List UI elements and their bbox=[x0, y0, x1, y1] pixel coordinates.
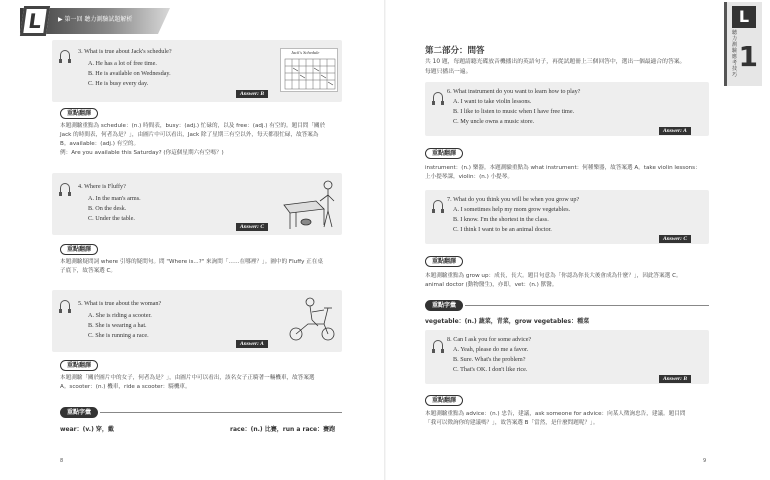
q8-explanation-line-1: 本題測驗重點為 advice：(n.) 忠告，建議，ask someone for advice：向某人徵詢忠告，建議。題目問 bbox=[425, 411, 686, 417]
q4-explanation-badge: 重點翻譯 bbox=[60, 244, 98, 255]
headphone-icon bbox=[433, 92, 443, 102]
q7-stem: 7. What do you think you will be when you grow up? bbox=[447, 196, 580, 203]
vocab-badge-right: 重點字彙 bbox=[425, 300, 463, 311]
scooter-illustration bbox=[284, 294, 340, 344]
q8-stem: 8. Can I ask you for some advice? bbox=[447, 336, 532, 343]
headphone-icon bbox=[433, 200, 443, 210]
headphone-icon bbox=[433, 340, 443, 350]
q5-option-a: A. She is riding a scooter. bbox=[88, 312, 152, 319]
q8-option-c: C. That's OK. I don't like rice. bbox=[453, 366, 528, 373]
q6-option-a: A. I want to take violin lessons. bbox=[453, 98, 532, 105]
question-7-box bbox=[425, 190, 709, 244]
question-3-box bbox=[52, 40, 342, 102]
q4-explanation-line-2: 子底下，故答案選 C。 bbox=[60, 268, 117, 274]
vocab-wear: wear：(v.) 穿，戴 bbox=[60, 426, 114, 433]
q6-answer: Answer: A bbox=[659, 127, 691, 135]
header-label: ▶ 第一回 聽力測驗試題解析 bbox=[58, 16, 133, 23]
schedule-title: Jack's Schedule bbox=[291, 50, 320, 55]
q8-explanation-badge: 重點翻譯 bbox=[425, 395, 463, 406]
q4-option-c: C. Under the table. bbox=[88, 215, 135, 222]
q3-option-b: B. He is available on Wednesday. bbox=[88, 70, 171, 77]
q3-option-a: A. He has a lot of free time. bbox=[88, 60, 157, 67]
q7-explanation-badge: 重點翻譯 bbox=[425, 256, 463, 267]
q5-option-b: B. She is wearing a hat. bbox=[88, 322, 147, 329]
q6-option-c: C. My uncle owns a music store. bbox=[453, 118, 535, 125]
page-number-left: 8 bbox=[60, 458, 64, 464]
q6-explanation-line-2: 上小提琴課，violin：(n.) 小提琴。 bbox=[425, 174, 513, 180]
q6-explanation-line-1: instrument：(n.) 樂器。本題測驗重點為 what instrument：何種樂器，故答案選 A。take violin lessons： bbox=[425, 165, 701, 171]
q4-option-b: B. On the desk. bbox=[88, 205, 127, 212]
q5-explanation-line-2: A。scooter：(n.) 機車，ride a scooter：騎機車。 bbox=[60, 384, 191, 390]
q8-explanation-line-2: 「我可以徵詢你的建議嗎？」，故答案選 B「當然，是什麼問題呢？」。 bbox=[425, 420, 599, 426]
q3-explanation-line-2: Jack 的時間表，何者為是？」，由圖片中可以看出，Jack 除了星期三有空以外，每天都很忙碌，故答案為 bbox=[60, 132, 319, 138]
q7-answer: Answer: C bbox=[659, 235, 691, 243]
chapter-tab-text: 聽力測驗應考技巧 bbox=[732, 30, 738, 78]
q5-explanation-badge: 重點翻譯 bbox=[60, 360, 98, 371]
q7-option-a: A. I sometimes help my mom grow vegetables. bbox=[453, 206, 571, 213]
q3-explanation-line-1: 本題測驗重點為 schedule：(n.) 時間表，busy：(adj.) 忙碌的，以及 free：(adj.) 有空的。題目問「關於 bbox=[60, 123, 326, 129]
q4-stem: 4. Where is Fluffy? bbox=[78, 183, 126, 190]
q5-stem: 5. What is true about the woman? bbox=[78, 300, 162, 307]
q3-explanation-badge: 重點翻譯 bbox=[60, 108, 98, 119]
schedule-illustration bbox=[280, 48, 338, 92]
q8-answer: Answer: B bbox=[659, 375, 691, 383]
q6-option-b: B. I like to listen to music when I have free time. bbox=[453, 108, 575, 115]
page-number-right: 9 bbox=[703, 458, 707, 464]
q8-option-b: B. Sure. What's the problem? bbox=[453, 356, 526, 363]
headphone-icon bbox=[60, 183, 70, 193]
section-intro-line-2: 每題只播出一遍。 bbox=[425, 69, 472, 75]
q5-answer: Answer: A bbox=[236, 340, 268, 348]
divider bbox=[465, 305, 709, 306]
q3-stem: 3. What is true about Jack's schedule? bbox=[78, 48, 172, 55]
question-6-box bbox=[425, 82, 709, 136]
q4-explanation-line-1: 本題測驗疑問詞 where 引導的疑問句。問 "Where is...?" 來詢問「……在哪裡？」。圖中的 Fluffy 正在桌 bbox=[60, 259, 323, 265]
q3-option-c: C. He is busy every day. bbox=[88, 80, 149, 87]
q6-stem: 6. What instrument do you want to learn how to play? bbox=[447, 88, 581, 95]
headphone-icon bbox=[60, 50, 70, 60]
vocab-badge: 重點字彙 bbox=[60, 407, 98, 418]
q5-option-c: C. She is running a race. bbox=[88, 332, 149, 339]
man-and-table-illustration bbox=[280, 177, 340, 233]
q7-explanation-line-1: 本題測驗重點為 grow up：成長，長大。題目句意為「你認為你長大後會成為什麼？」，因此答案選 C。 bbox=[425, 273, 682, 279]
q6-explanation-badge: 重點翻譯 bbox=[425, 148, 463, 159]
chapter-tab-number: 1 bbox=[738, 40, 758, 73]
q4-answer: Answer: C bbox=[236, 223, 268, 231]
q8-option-a: A. Yeah, please do me a favor. bbox=[453, 346, 529, 353]
q3-explanation-line-3: B。available：(adj.) 有空的。 bbox=[60, 141, 140, 147]
header-badge: L bbox=[20, 6, 50, 36]
vocab-race: race：(n.) 比賽，run a race：賽跑 bbox=[230, 426, 336, 433]
section-title: 第二部分：問答 bbox=[425, 46, 485, 56]
vocab-vegetable: vegetable：(n.) 蔬菜，青菜，grow vegetables：種菜 bbox=[425, 318, 590, 325]
q3-explanation-line-4: 例：Are you available this Saturday? (你這個星期六有空嗎？) bbox=[60, 150, 224, 156]
section-intro-line-1: 共 10 題，每題請聽光碟放音機播出的英語句子，再從試題冊上三個回答中，選出一個最適合的答案。 bbox=[425, 59, 686, 65]
q4-option-a: A. In the man's arms. bbox=[88, 195, 141, 202]
question-4-box bbox=[52, 173, 342, 235]
schedule-grid-icon bbox=[281, 49, 339, 93]
q7-option-b: B. I know. I'm the shortest in the class. bbox=[453, 216, 549, 223]
question-5-box bbox=[52, 290, 342, 352]
question-8-box bbox=[425, 330, 709, 384]
q5-explanation-line-1: 本題測驗「關於圖片中的女子，何者為是？」，由圖片中可以看出，該名女子正騎著一輛機車，故答案選 bbox=[60, 375, 315, 381]
q3-answer: Answer: B bbox=[236, 90, 268, 98]
divider bbox=[100, 412, 342, 413]
headphone-icon bbox=[60, 300, 70, 310]
q7-explanation-line-2: animal doctor (動物醫生)，亦即，vet：(n.) 獸醫。 bbox=[425, 282, 558, 288]
q7-option-c: C. I think I want to be an animal doctor. bbox=[453, 226, 552, 233]
chapter-tab-letter: L bbox=[732, 6, 756, 28]
right-page bbox=[385, 0, 770, 480]
